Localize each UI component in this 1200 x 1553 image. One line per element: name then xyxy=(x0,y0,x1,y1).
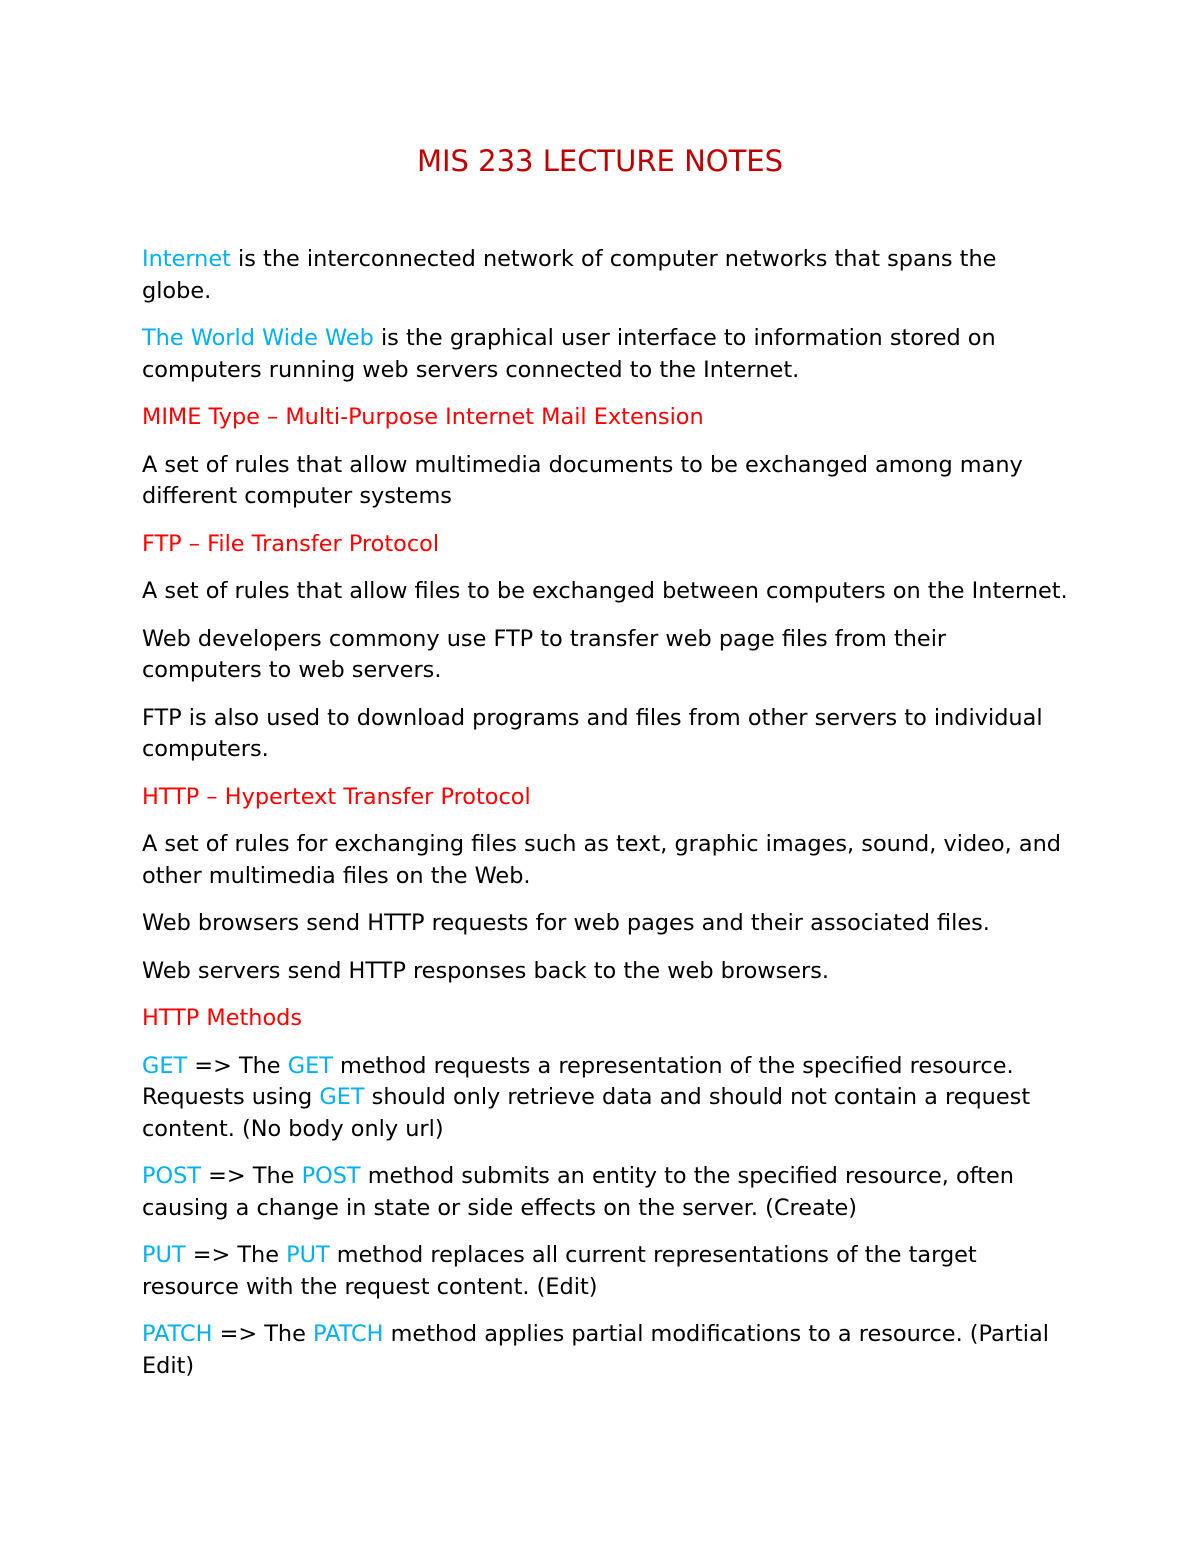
term-get: GET xyxy=(319,1084,365,1110)
paragraph-text: is the interconnected network of computer networks that spans the globe. xyxy=(142,246,997,304)
paragraph-text: is the graphical user interface to information stored on computers running web servers connected to the Internet. xyxy=(142,325,996,383)
term-patch: PATCH xyxy=(142,1321,213,1347)
paragraph-method-post xyxy=(142,1161,1072,1224)
paragraph-http-responses: Web servers send HTTP responses back to the web browsers. xyxy=(142,957,830,984)
paragraph-text: method requests a representation of the specified resource. Requests using xyxy=(142,1052,1014,1110)
paragraph-text: => The xyxy=(185,1242,287,1268)
term-post: POST xyxy=(142,1163,202,1189)
paragraph-ftp-download: FTP is also used to download programs and files from other servers to individual computers. xyxy=(142,704,1043,762)
term-internet: Internet xyxy=(142,246,231,272)
term-put: PUT xyxy=(286,1242,330,1268)
term-get: GET xyxy=(142,1052,188,1079)
heading-mime: MIME Type – Multi-Purpose Internet Mail Extension xyxy=(142,404,704,430)
heading-http-methods: HTTP Methods xyxy=(142,1005,303,1031)
paragraph-ftp-definition: A set of rules that allow files to be exchanged between computers on the Internet. xyxy=(142,578,1068,604)
document-body xyxy=(142,244,1072,1398)
paragraph-text: => The xyxy=(187,1052,288,1079)
paragraph-method-put xyxy=(142,1240,1072,1303)
paragraph-http-definition: A set of rules for exchanging files such as text, graphic images, sound, video, and other multimedia files on the Web. xyxy=(142,831,1061,889)
paragraph-mime-definition: A set of rules that allow multimedia documents to be exchanged among many different computer systems xyxy=(142,451,1023,509)
heading-http: HTTP – Hypertext Transfer Protocol xyxy=(142,783,531,810)
paragraph-internet xyxy=(142,244,1072,307)
term-patch: PATCH xyxy=(313,1321,384,1347)
term-world-wide-web: The World Wide Web xyxy=(142,325,374,351)
paragraph-http-requests: Web browsers send HTTP requests for web pages and their associated files. xyxy=(142,910,990,936)
paragraph-text: method submits an entity to the specified resource, often causing a change in state or side effects on the server. (Create) xyxy=(142,1163,1014,1221)
paragraph-text: method applies partial modifications to a resource. (Partial Edit) xyxy=(142,1321,1049,1379)
paragraph-method-patch xyxy=(142,1319,1072,1382)
term-post: POST xyxy=(301,1163,361,1189)
paragraph-text: => The xyxy=(201,1163,302,1189)
heading-ftp: FTP – File Transfer Protocol xyxy=(142,530,440,557)
paragraph-method-get xyxy=(142,1051,1072,1146)
term-get: GET xyxy=(287,1052,333,1079)
paragraph-text: method replaces all current representations of the target resource with the request content. (Edit) xyxy=(142,1242,977,1300)
paragraph-www xyxy=(142,323,1072,386)
page-title: MIS 233 LECTURE NOTES xyxy=(416,144,784,178)
paragraph-text: => The xyxy=(212,1321,314,1347)
term-put: PUT xyxy=(142,1242,186,1268)
paragraph-text: should only retrieve data and should not contain a request content. (No body only url) xyxy=(142,1084,1031,1142)
paragraph-ftp-developers: Web developers commony use FTP to transfer web page files from their computers to web servers. xyxy=(142,625,947,683)
